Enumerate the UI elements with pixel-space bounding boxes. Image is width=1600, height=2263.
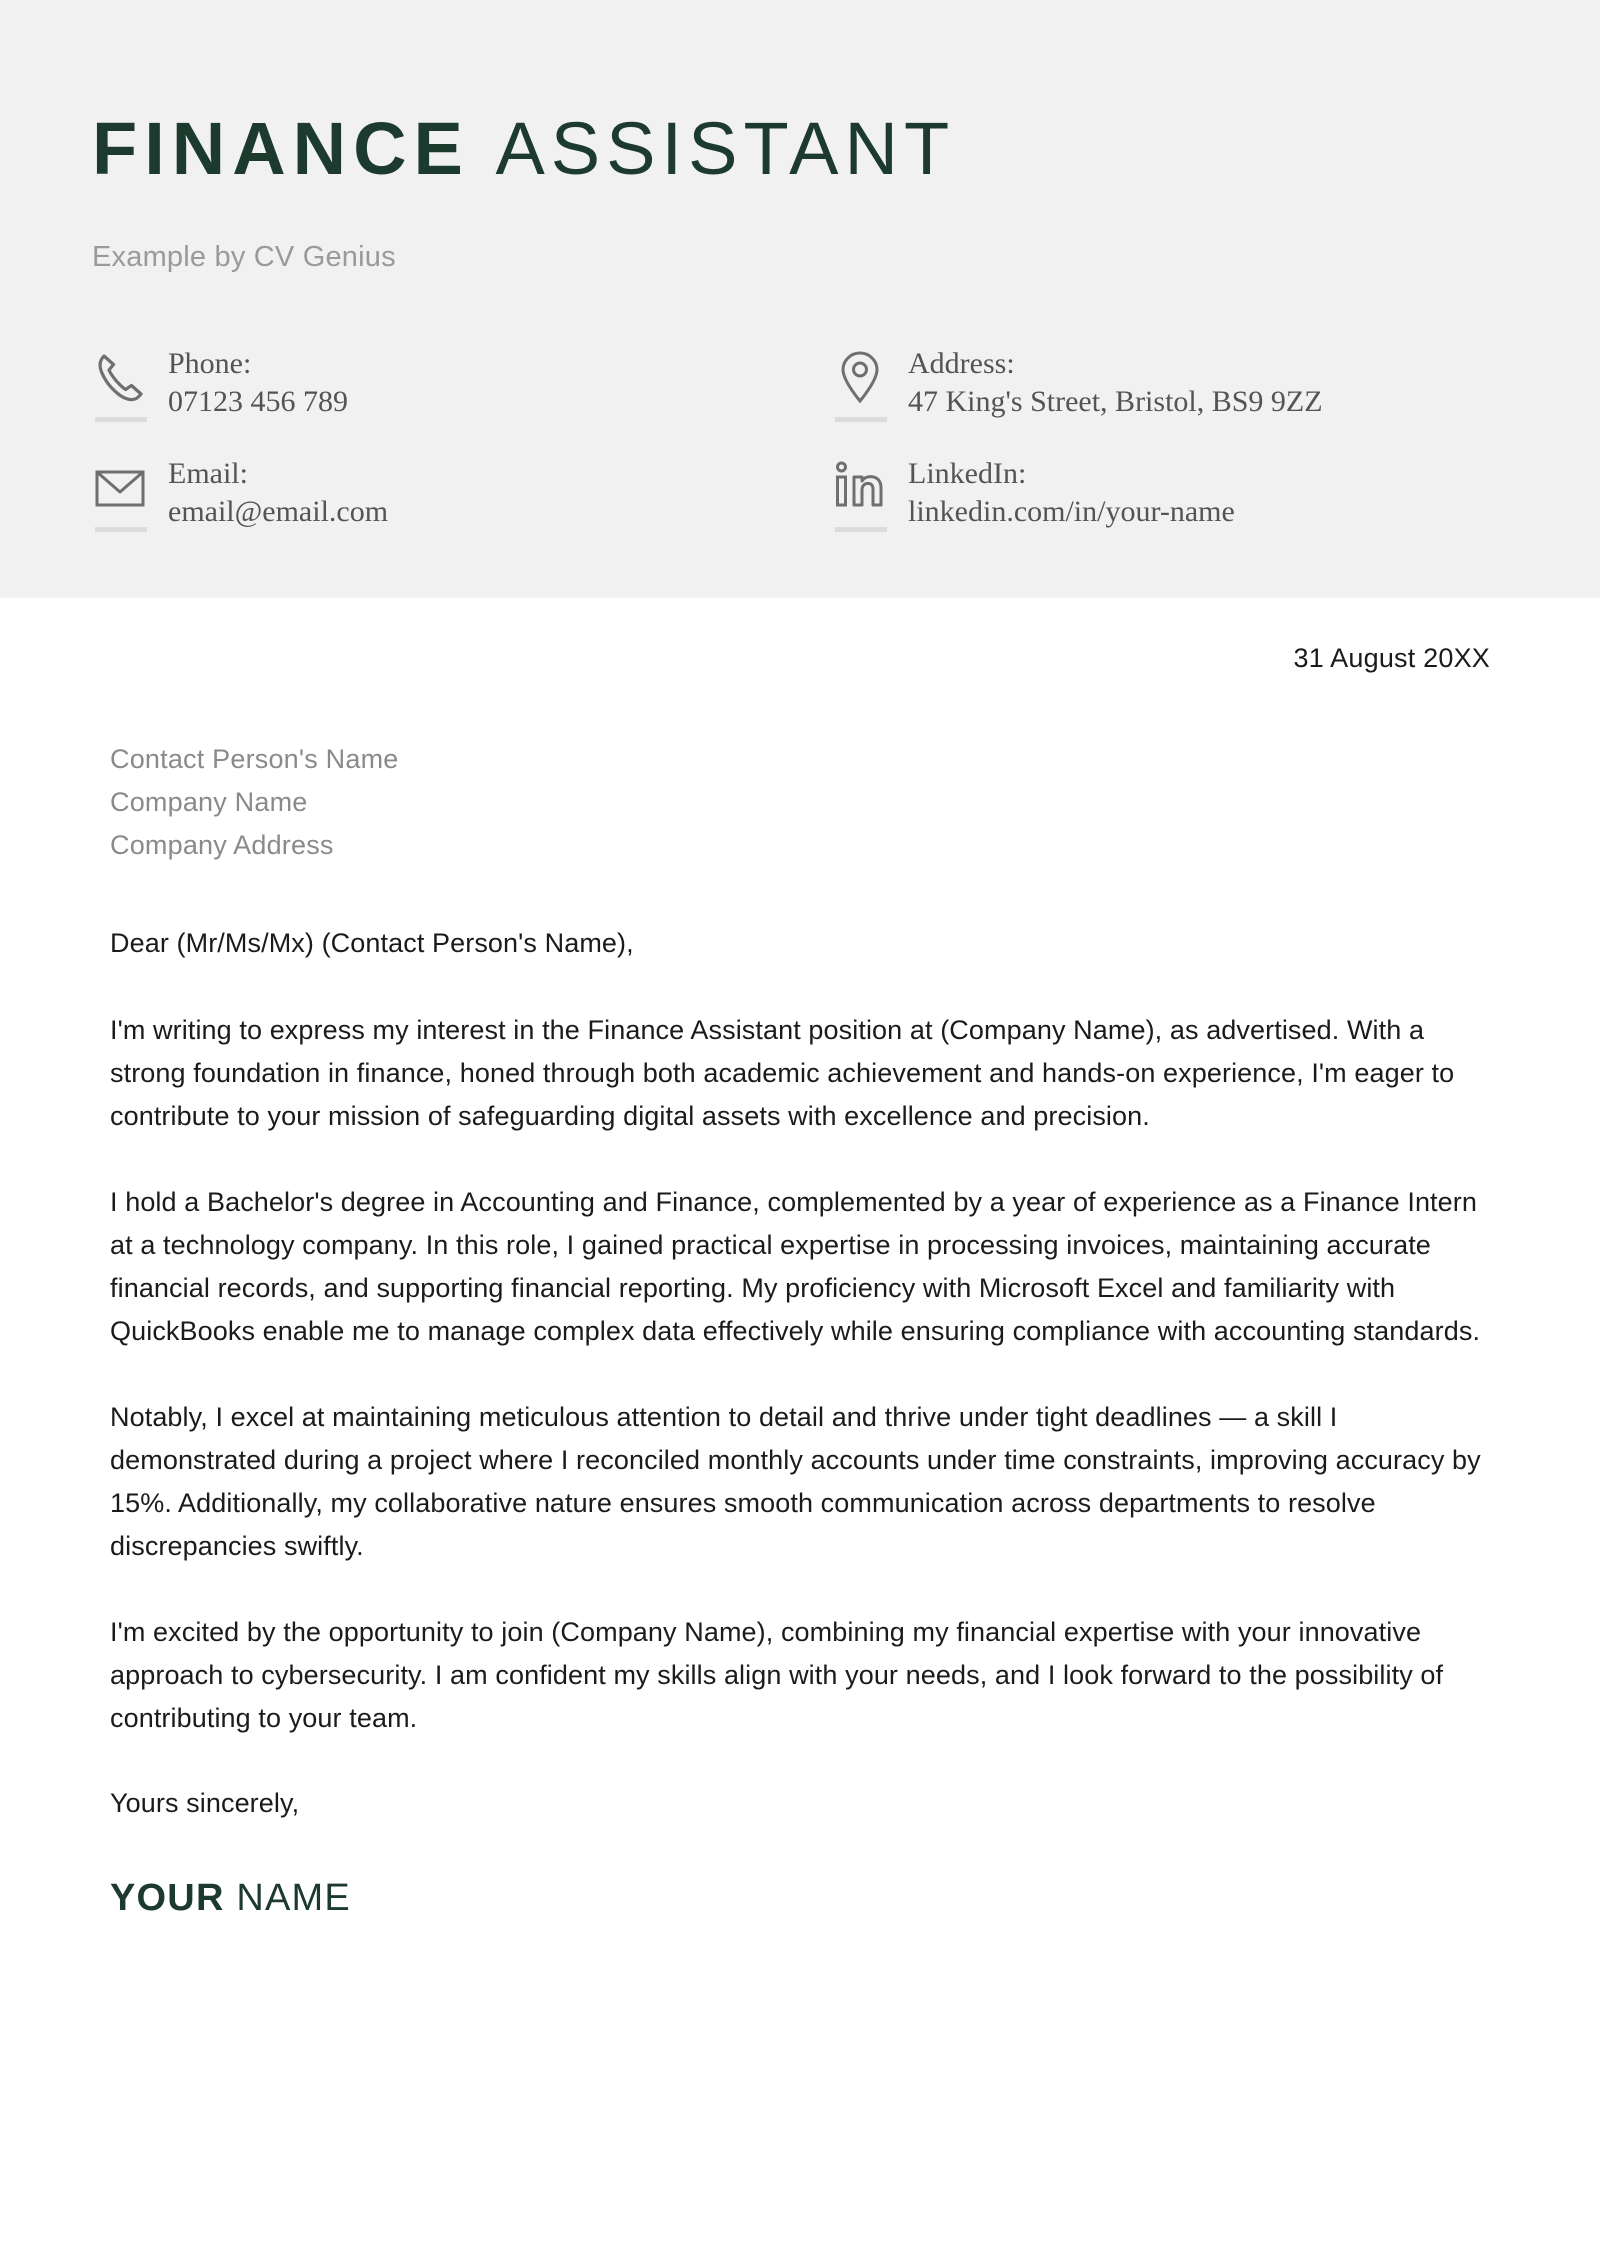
letter-body: [110, 640, 1490, 1921]
signature-first: YOUR: [110, 1877, 225, 1919]
icon-rule: [95, 417, 147, 422]
signature-name: [110, 1875, 1490, 1921]
contact-value-address: 47 King's Street, Bristol, BS9 9ZZ: [908, 385, 1323, 418]
page-title-bold: FINANCE: [92, 107, 470, 190]
contact-label-phone: Phone:: [168, 347, 252, 380]
recipient-company-address: Company Address: [110, 830, 334, 860]
contact-text-linkedin: [908, 453, 1235, 531]
letter-date: 31 August 20XX: [1293, 643, 1490, 673]
contact-value-email: email@email.com: [168, 495, 389, 528]
recipient-block: [110, 738, 1490, 867]
icon-rule: [95, 527, 147, 532]
contact-item-linkedin[interactable]: [832, 453, 1235, 531]
contact-text-address: [908, 343, 1323, 421]
body-paragraph-2: I hold a Bachelor's degree in Accounting and Finance, complemented by a year of experience as a Finance Intern at a technology company. In this role, I gained practical expertise in processing invoices, maintaining accurate financial records, and supporting financial reporting. My proficiency with Microsoft Excel and familiarity with QuickBooks enable me to manage complex data effectively while ensuring compliance with accounting standards.: [110, 1187, 1481, 1346]
icon-rule: [835, 527, 887, 532]
body-paragraph-1: I'm writing to express my interest in the Finance Assistant position at (Company Name), as advertised. With a strong foundation in finance, honed through both academic achievement and hands-on experience, I'm eager to contribute to your mission of safeguarding digital assets with excellence and precision.: [110, 1015, 1455, 1131]
page-subtitle: Example by CV Genius: [92, 241, 396, 273]
page-title-light: ASSISTANT: [495, 107, 956, 190]
icon-rule: [835, 417, 887, 422]
title-block: [92, 108, 955, 190]
contact-label-linkedin: LinkedIn:: [908, 457, 1027, 490]
contact-value-phone: 07123 456 789: [168, 385, 348, 418]
salutation: Dear (Mr/Ms/Mx) (Contact Person's Name),: [110, 928, 634, 958]
contact-value-linkedin: linkedin.com/in/your-name: [908, 495, 1235, 528]
linkedin-icon: [832, 453, 908, 517]
body-paragraph-3: Notably, I excel at maintaining meticulous attention to detail and thrive under tight deadlines — a skill I demonstrated during a project where I reconciled monthly accounts under time constraints, improving accuracy by 15%. Additionally, my collaborative nature ensures smooth communication across departments to resolve discrepancies swiftly.: [110, 1402, 1481, 1561]
closing-line: Yours sincerely,: [110, 1788, 300, 1818]
contact-item-phone[interactable]: [92, 343, 348, 421]
contact-text-phone: [168, 343, 348, 421]
contact-item-address[interactable]: [832, 343, 1323, 421]
body-paragraph-4: I'm excited by the opportunity to join (Company Name), combining my financial expertise with your innovative approach to cybersecurity. I am confident my skills align with your needs, and I look forward to the possibility of contributing to your team.: [110, 1617, 1444, 1733]
recipient-contact-name: Contact Person's Name: [110, 744, 399, 774]
header-band: [0, 0, 1600, 598]
signature-last: NAME: [236, 1877, 351, 1919]
contact-item-email[interactable]: [92, 453, 388, 531]
phone-icon: [92, 343, 168, 407]
contact-label-email: Email:: [168, 457, 248, 490]
map-pin-icon: [832, 343, 908, 407]
envelope-icon: [92, 453, 168, 517]
page-title: [92, 108, 955, 190]
contact-label-address: Address:: [908, 347, 1015, 380]
contact-text-email: [168, 453, 388, 531]
recipient-company-name: Company Name: [110, 787, 308, 817]
